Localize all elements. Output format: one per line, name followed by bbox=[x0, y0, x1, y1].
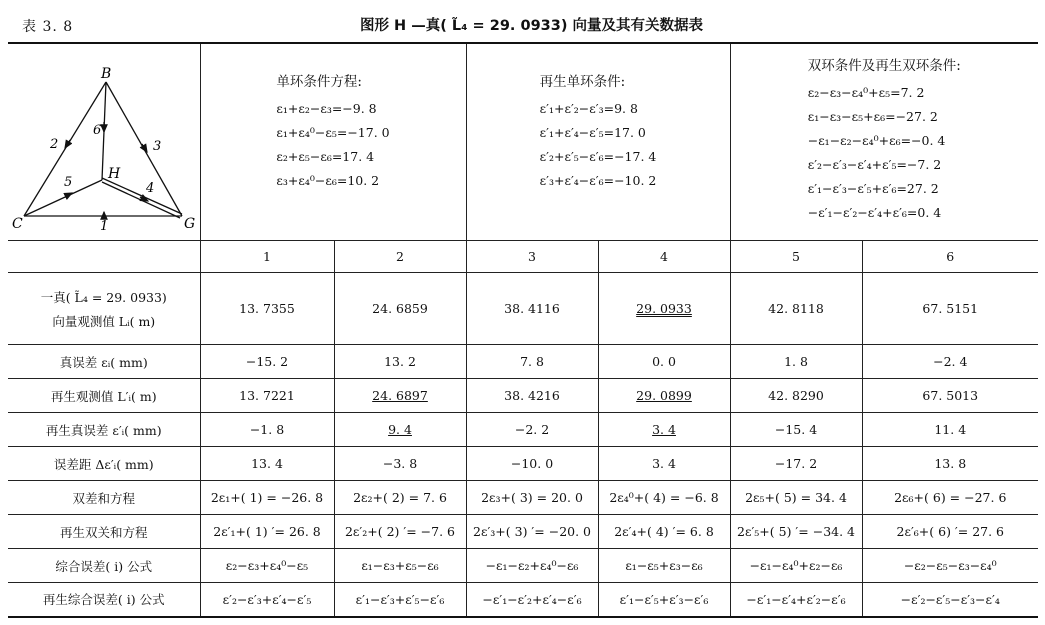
corner-cell bbox=[8, 241, 200, 273]
column-header: 4 bbox=[598, 241, 730, 273]
equation-line: ε′₁−ε′₃−ε′₅+ε′₆=27. 2 bbox=[807, 181, 939, 196]
table-cell: −ε′₂−ε′₅−ε′₃−ε′₄ bbox=[862, 583, 1038, 617]
equation-line: ε₂+ε₅−ε₆=17. 4 bbox=[276, 149, 375, 164]
table-cell: −1. 8 bbox=[200, 413, 334, 447]
table-cell: 7. 8 bbox=[466, 345, 598, 379]
row-label: 再生双关和方程 bbox=[8, 515, 200, 549]
row-label: 再生观测值 L′ᵢ( m) bbox=[8, 379, 200, 413]
column-header: 3 bbox=[466, 241, 598, 273]
table-cell: 38. 4116 bbox=[466, 273, 598, 345]
row-label: 误差距 Δε′ᵢ( mm) bbox=[8, 447, 200, 481]
table-number: 表 3. 8 bbox=[22, 19, 74, 35]
table-cell: 13. 7355 bbox=[200, 273, 334, 345]
network-diagram bbox=[10, 44, 198, 234]
double-loop-equations-cell bbox=[730, 43, 1038, 241]
table-cell: −ε′₁−ε′₄+ε′₂−ε′₆ bbox=[730, 583, 862, 617]
table-cell: 38. 4216 bbox=[466, 379, 598, 413]
node-g-label: G bbox=[184, 216, 196, 232]
table-cell: −2. 2 bbox=[466, 413, 598, 447]
table-cell: −3. 8 bbox=[334, 447, 466, 481]
table-cell: 13. 2 bbox=[334, 345, 466, 379]
row-label bbox=[8, 273, 200, 345]
node-b-label: B bbox=[101, 66, 112, 82]
table-cell: 2ε₅+( 5) = 34. 4 bbox=[730, 481, 862, 515]
equation-line: ε₁−ε₃−ε₅+ε₆=−27. 2 bbox=[807, 109, 938, 124]
table-cell: −15. 4 bbox=[730, 413, 862, 447]
table-cell: 2ε₁+( 1) = −26. 8 bbox=[200, 481, 334, 515]
node-c-label: C bbox=[12, 216, 23, 232]
table-cell: 2ε′₂+( 2) ′= −7. 6 bbox=[334, 515, 466, 549]
table-cell: 2ε₄⁰+( 4) = −6. 8 bbox=[598, 481, 730, 515]
table-cell: −ε₁−ε₂+ε₄⁰−ε₆ bbox=[466, 549, 598, 583]
data-table bbox=[8, 42, 1038, 618]
row-label: 真误差 εᵢ( mm) bbox=[8, 345, 200, 379]
table-cell: −15. 2 bbox=[200, 345, 334, 379]
table-cell: −ε₁−ε₄⁰+ε₂−ε₆ bbox=[730, 549, 862, 583]
table-cell: −17. 2 bbox=[730, 447, 862, 481]
edge-3-line bbox=[106, 82, 182, 216]
table-cell: 9. 4 bbox=[334, 413, 466, 447]
table-cell: 11. 4 bbox=[862, 413, 1038, 447]
table-cell: −ε₂−ε₅−ε₃−ε₄⁰ bbox=[862, 549, 1038, 583]
table-row bbox=[8, 379, 1038, 413]
equation-line: −ε′₁−ε′₂−ε′₄+ε′₆=0. 4 bbox=[807, 205, 942, 220]
edge-4-label: 4 bbox=[146, 181, 155, 196]
equation-line: ε₂−ε₃−ε₄⁰+ε₅=7. 2 bbox=[807, 85, 925, 100]
table-cell: 13. 8 bbox=[862, 447, 1038, 481]
equation-line: ε₁+ε₄⁰−ε₅=−17. 0 bbox=[276, 125, 390, 140]
column-header: 5 bbox=[730, 241, 862, 273]
table-cell: ε′₁−ε′₃+ε′₅−ε′₆ bbox=[334, 583, 466, 617]
table-cell: 3. 4 bbox=[598, 447, 730, 481]
table-cell: 13. 4 bbox=[200, 447, 334, 481]
table-cell: 1. 8 bbox=[730, 345, 862, 379]
equation-line: ε′₂−ε′₃−ε′₄+ε′₅=−7. 2 bbox=[807, 157, 942, 172]
table-cell: ε′₁−ε′₅+ε′₃−ε′₆ bbox=[598, 583, 730, 617]
table-row bbox=[8, 447, 1038, 481]
table-row bbox=[8, 583, 1038, 617]
table-cell: 42. 8118 bbox=[730, 273, 862, 345]
equation-line: ε′₁+ε′₂−ε′₃=9. 8 bbox=[539, 101, 638, 116]
single-loop-equations bbox=[276, 70, 389, 193]
table-cell: 2ε′₄+( 4) ′= 6. 8 bbox=[598, 515, 730, 549]
table-cell: 2ε′₃+( 3) ′= −20. 0 bbox=[466, 515, 598, 549]
regen-single-loop-equations bbox=[540, 70, 657, 193]
table-cell: ε₁−ε₃+ε₅−ε₆ bbox=[334, 549, 466, 583]
edge-2-line bbox=[24, 82, 106, 216]
row-label: 综合误差( i) 公式 bbox=[8, 549, 200, 583]
table-cell: 2ε₃+( 3) = 20. 0 bbox=[466, 481, 598, 515]
table-cell: 2ε′₅+( 5) ′= −34. 4 bbox=[730, 515, 862, 549]
table-cell: 24. 6897 bbox=[334, 379, 466, 413]
table-row bbox=[8, 413, 1038, 447]
table-cell: 0. 0 bbox=[598, 345, 730, 379]
edge-4-line-double bbox=[102, 182, 180, 218]
table-cell: 29. 0899 bbox=[598, 379, 730, 413]
table-cell: 3. 4 bbox=[598, 413, 730, 447]
edge-2-label: 2 bbox=[50, 137, 59, 152]
table-cell: 29. 0933 bbox=[598, 273, 730, 345]
table-cell: 67. 5151 bbox=[862, 273, 1038, 345]
row-label: 双差和方程 bbox=[8, 481, 200, 515]
table-cell: 2ε′₆+( 6) ′= 27. 6 bbox=[862, 515, 1038, 549]
table-cell: 2ε₂+( 2) = 7. 6 bbox=[334, 481, 466, 515]
table-title: 图形 H —真( L̃₄ = 29. 0933) 向量及其有关数据表 bbox=[360, 18, 704, 34]
node-h-label: H bbox=[108, 166, 121, 182]
equation-line: ε′₃+ε′₄−ε′₆=−10. 2 bbox=[539, 173, 657, 188]
table-cell: 42. 8290 bbox=[730, 379, 862, 413]
edge-5-label: 5 bbox=[64, 175, 73, 190]
table-row bbox=[8, 481, 1038, 515]
table-cell: −10. 0 bbox=[466, 447, 598, 481]
edge-6-label: 6 bbox=[93, 123, 102, 138]
row-label: 再生真误差 ε′ᵢ( mm) bbox=[8, 413, 200, 447]
equation-line: ε₃+ε₄⁰−ε₆=10. 2 bbox=[276, 173, 380, 188]
table-cell: ε₁−ε₅+ε₃−ε₆ bbox=[598, 549, 730, 583]
column-header: 2 bbox=[334, 241, 466, 273]
table-row bbox=[8, 273, 1038, 345]
edge-1-label: 1 bbox=[100, 219, 109, 234]
edge-3-label: 3 bbox=[153, 139, 162, 154]
row-label-line1: 一真( L̃₄ = 29. 0933) bbox=[40, 289, 167, 305]
column-header: 1 bbox=[200, 241, 334, 273]
network-diagram-cell bbox=[8, 43, 200, 241]
equations-row bbox=[8, 43, 1038, 241]
table-cell: 13. 7221 bbox=[200, 379, 334, 413]
equation-line: ε′₁+ε′₄−ε′₅=17. 0 bbox=[539, 125, 646, 140]
table-row bbox=[8, 515, 1038, 549]
table-cell: 24. 6859 bbox=[334, 273, 466, 345]
row-label-line2: 向量观测值 Lᵢ( m) bbox=[52, 313, 156, 329]
equation-line: ε₁+ε₂−ε₃=−9. 8 bbox=[276, 101, 377, 116]
double-loop-header: 双环条件及再生双环条件: bbox=[807, 58, 961, 74]
column-index-row bbox=[8, 241, 1038, 273]
table-cell: −ε′₁−ε′₂+ε′₄−ε′₆ bbox=[466, 583, 598, 617]
table-row bbox=[8, 549, 1038, 583]
single-loop-header: 单环条件方程: bbox=[276, 74, 362, 90]
equation-line: −ε₁−ε₂−ε₄⁰+ε₆=−0. 4 bbox=[807, 133, 946, 148]
equation-line: ε′₂+ε′₅−ε′₆=−17. 4 bbox=[539, 149, 657, 164]
regen-single-loop-equations-cell bbox=[466, 43, 730, 241]
table-cell: −2. 4 bbox=[862, 345, 1038, 379]
column-header: 6 bbox=[862, 241, 1038, 273]
table-row bbox=[8, 345, 1038, 379]
double-loop-equations bbox=[808, 54, 961, 225]
table-cell: 67. 5013 bbox=[862, 379, 1038, 413]
edge-2-arrow bbox=[65, 140, 70, 148]
single-loop-equations-cell bbox=[200, 43, 466, 241]
table-cell: ε₂−ε₃+ε₄⁰−ε₅ bbox=[200, 549, 334, 583]
table-cell: ε′₂−ε′₃+ε′₄−ε′₅ bbox=[200, 583, 334, 617]
regen-single-loop-header: 再生单环条件: bbox=[539, 74, 626, 90]
row-label: 再生综合误差( i) 公式 bbox=[8, 583, 200, 617]
table-cell: 2ε′₁+( 1) ′= 26. 8 bbox=[200, 515, 334, 549]
table-cell: 2ε₆+( 6) = −27. 6 bbox=[862, 481, 1038, 515]
